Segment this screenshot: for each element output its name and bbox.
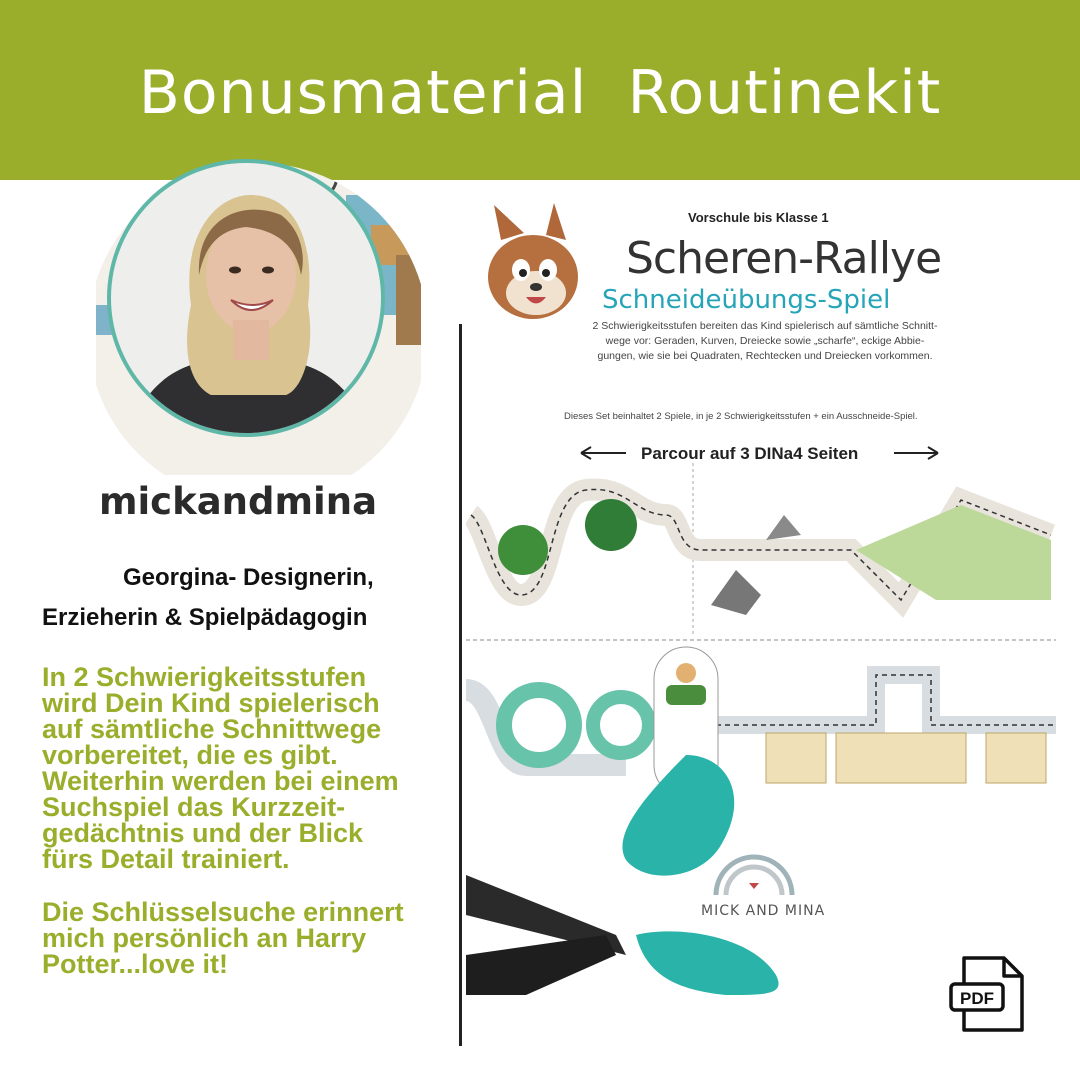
paragraph-line: Suchspiel das Kurzzeit- bbox=[42, 792, 346, 822]
pdf-label: PDF bbox=[960, 989, 994, 1008]
paragraph-line: mich persönlich an Harry bbox=[42, 923, 367, 953]
product-set-info: Dieses Set beinhaltet 2 Spiele, in je 2 Schwierigkeitsstufen + ein Ausschneide-Spiel. bbox=[564, 411, 918, 422]
description-line: wege vor: Geraden, Kurven, Dreiecke sowie „scharfe“, eckige Abbie- bbox=[605, 335, 925, 347]
paragraph-line: Weiterhin werden bei einem bbox=[42, 766, 399, 796]
parcour-label: Parcour auf 3 DINa4 Seiten bbox=[641, 444, 859, 463]
product-grade: Vorschule bis Klasse 1 bbox=[688, 210, 829, 225]
product-preview bbox=[466, 195, 1056, 995]
role-line-1: Georgina- Designerin, bbox=[123, 564, 374, 591]
paragraph-line: Potter...love it! bbox=[42, 949, 229, 979]
brand-logo-text: MICK AND MINA bbox=[701, 903, 826, 919]
profile-handle: mickandmina bbox=[98, 480, 378, 523]
description-line: gungen, wie sie bei Quadraten, Rechtecken und Dreiecken vorkommen. bbox=[597, 350, 933, 362]
description-paragraph-2 bbox=[42, 899, 462, 977]
paragraph-line: wird Dein Kind spielerisch bbox=[42, 688, 380, 718]
description-line: 2 Schwierigkeitsstufen bereiten das Kind spielerisch auf sämtliche Schnitt- bbox=[592, 320, 938, 332]
description-paragraph-1 bbox=[42, 664, 462, 872]
profile-photo bbox=[96, 155, 421, 475]
header-banner bbox=[0, 0, 1080, 180]
paragraph-line: gedächtnis und der Blick bbox=[42, 818, 364, 848]
squirrel-mascot-icon bbox=[488, 203, 578, 319]
banner-title: Bonusmaterial Routinekit bbox=[138, 58, 942, 128]
paragraph-line: fürs Detail trainiert. bbox=[42, 844, 290, 874]
paragraph-line: Die Schlüsselsuche erinnert bbox=[42, 897, 404, 927]
paragraph-line: vorbereitet, die es gibt. bbox=[42, 740, 338, 770]
pdf-file-icon bbox=[946, 954, 1028, 1036]
product-description bbox=[566, 319, 964, 364]
paragraph-line: In 2 Schwierigkeitsstufen bbox=[42, 662, 367, 692]
product-title: Scheren-Rallye bbox=[626, 233, 942, 284]
product-subtitle: Schneideübungs-Spiel bbox=[602, 285, 891, 315]
paragraph-line: auf sämtliche Schnittwege bbox=[42, 714, 382, 744]
vertical-divider bbox=[459, 324, 462, 1046]
role-line-2: Erzieherin & Spielpädagogin bbox=[42, 604, 368, 631]
